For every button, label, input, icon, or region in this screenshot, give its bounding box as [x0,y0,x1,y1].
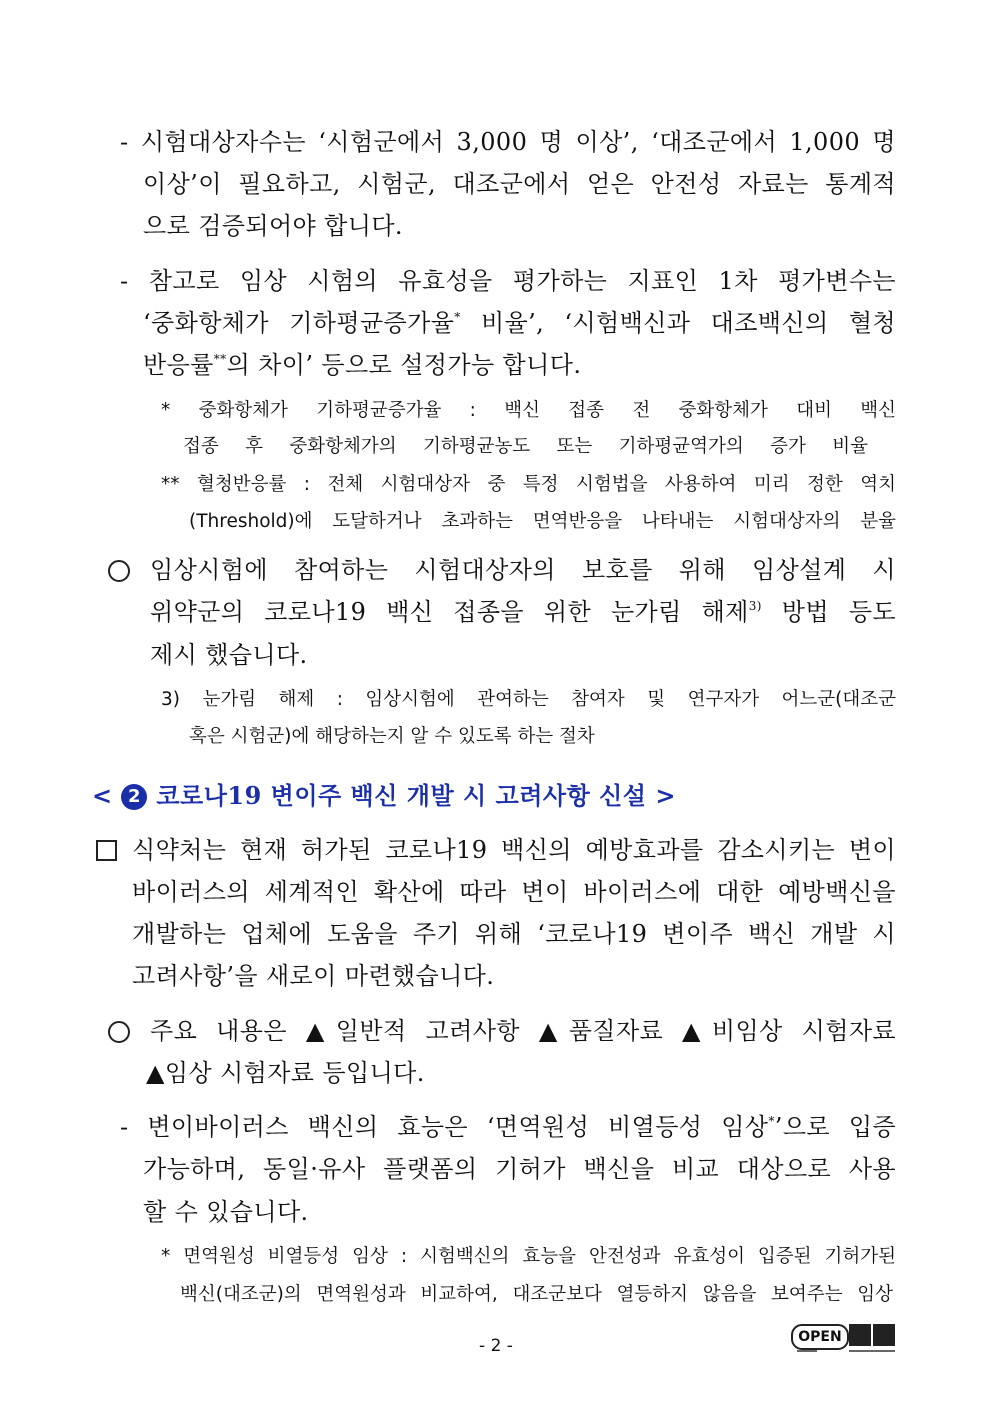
open-logo-text: OPEN [791,1324,849,1350]
bullet-2-line-1: - 참고로 임상 시험의 유효성을 평가하는 지표인 1차 평가변수는 [120,267,896,295]
bullet-1-line-2: 이상’이 필요하고, 시험군, 대조군에서 얻은 안전성 자료는 통계적 [143,170,896,198]
circle-bullet-icon [108,560,130,582]
bullet-3-line-1: - 변이바이러스 백신의 효능은 ‘면역원성 비열등성 임상*’으로 입증 [120,1113,896,1141]
circle-1-line-2: 위약군의 코로나19 백신 접종을 위한 눈가림 해제$^{3)}$ 방법 등도 [150,598,896,626]
note-1-line-1: * 중화항체가 기하평균증가율 : 백신 접종 전 중화항체가 대비 백신 [161,400,896,421]
section-para-line-2: 바이러스의 세계적인 확산에 따라 변이 바이러스에 대한 예방백신을 [132,878,896,906]
bullet-3-line-2: 가능하며, 동일·유사 플랫폼의 기허가 백신을 비교 대상으로 사용 [143,1155,896,1183]
open-license-logo [791,1322,897,1354]
section-heading: < 2 코로나19 변이주 백신 개발 시 고려사항 신설 > [92,781,676,810]
note-4-line-1: * 면역원성 비열등성 임상 : 시험백신의 효능을 안전성과 유효성이 입증된 기허가된 [161,1246,896,1267]
note-3-line-1: 3) 눈가림 해제 : 임상시험에 관여하는 참여자 및 연구자가 어느군(대조군 [161,689,896,710]
footnote-mark: ** [213,352,227,366]
circle-bullet-icon [108,1021,130,1043]
note-2-line-2: (Threshold)에 도달하거나 초과하는 면역반응을 나타내는 시험대상자의 분율 [189,511,896,532]
footnote-mark: * [768,1114,775,1128]
circle-1-line-3: 제시 했습니다. [150,641,308,669]
attribution-icon [849,1324,871,1346]
page-number: - 2 - [479,1336,513,1356]
section-para-line-1: 식약처는 현재 허가된 코로나19 백신의 예방효과를 감소시키는 변이 [132,836,896,864]
circle-2-line-1: 주요 내용은 ▲일반적 고려사항 ▲품질자료 ▲비임상 시험자료 [150,1017,896,1045]
section-para-line-4: 고려사항’을 새로이 마련했습니다. [132,962,495,990]
note-1-line-2: 접종 후 중화항체가의 기하평균농도 또는 기하평균역가의 증가 비율 [183,436,868,457]
note-4-line-2: 백신(대조군)의 면역원성과 비교하여, 대조군보다 열등하지 않음을 보여주는 임상 [180,1284,893,1305]
circle-1-line-1: 임상시험에 참여하는 시험대상자의 보호를 위해 임상설계 시 [150,556,896,584]
bullet-2-line-3: 반응률**의 차이’ 등으로 설정가능 합니다. [143,351,582,379]
no-commercial-icon [873,1324,895,1346]
section-para-line-3: 개발하는 업체에 도움을 주기 위해 ‘코로나19 변이주 백신 개발 시 [132,920,896,948]
square-bullet-icon [96,840,117,861]
note-3-line-2: 혹은 시험군)에 해당하는지 알 수 있도록 하는 절차 [189,726,595,747]
circle-2-line-2: ▲임상 시험자료 등입니다. [146,1059,425,1087]
footnote-mark: 3) [748,599,762,613]
logo-caption-icon [791,1349,897,1353]
footnote-mark: * [454,310,461,324]
bullet-1-line-1: - 시험대상자수는 ‘시험군에서 3,000 명 이상’, ‘대조군에서 1,000 명 [120,128,896,156]
note-2-line-1: ** 혈청반응률 : 전체 시험대상자 중 특정 시험법을 사용하여 미리 정한 역치 [161,474,896,495]
bullet-3-line-3: 할 수 있습니다. [143,1198,309,1226]
bullet-2-line-2: ‘중화항체가 기하평균증가율* 비율’, ‘시험백신과 대조백신의 혈청 [143,309,896,337]
bullet-1-line-3: 으로 검증되어야 합니다. [143,212,403,240]
number-2-icon: 2 [121,784,147,810]
